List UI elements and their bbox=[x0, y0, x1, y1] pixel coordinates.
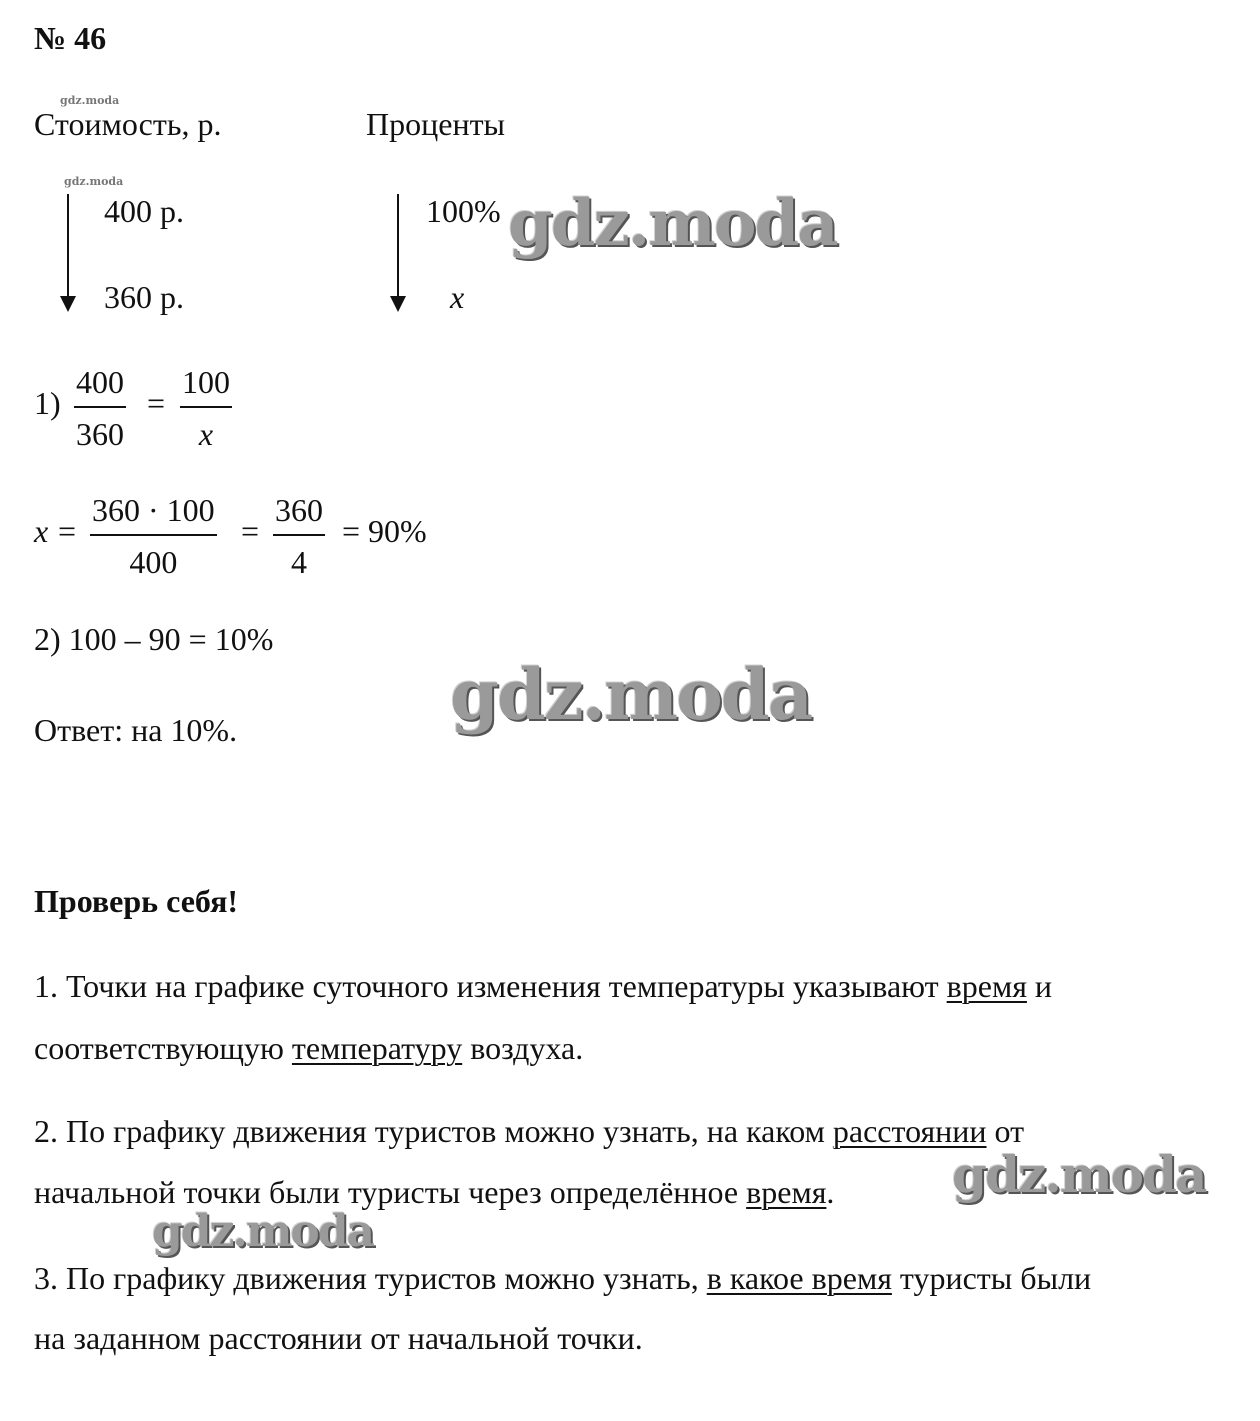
watermark-small: gdz.moda bbox=[60, 94, 120, 107]
problem-title: № 46 bbox=[34, 20, 107, 56]
watermark: gdz.moda bbox=[152, 1206, 374, 1257]
fraction-left bbox=[74, 366, 126, 450]
check-item-2-line-1: 2. По графику движения туристов можно узнать, на каком расстоянии от bbox=[34, 1113, 1025, 1149]
calc-result: = 90% bbox=[342, 513, 427, 549]
step1-label: 1) bbox=[34, 385, 61, 421]
cost-bottom: 360 р. bbox=[104, 279, 184, 315]
check-heading: Проверь себя! bbox=[34, 883, 239, 919]
answer: Ответ: на 10%. bbox=[34, 712, 238, 748]
fraction-right bbox=[180, 366, 232, 450]
arrow-down-icon bbox=[67, 194, 69, 298]
header-cost: Стоимость, р. bbox=[34, 106, 222, 142]
check-item-3-line-2: на заданном расстоянии от начальной точки. bbox=[34, 1320, 643, 1356]
check-item-2-line-2: начальной точки были туристы через определённое время. bbox=[34, 1174, 835, 1210]
header-percent: Проценты bbox=[366, 106, 506, 142]
fraction-denominator: 4 bbox=[291, 543, 307, 580]
fraction-denominator: 400 bbox=[129, 543, 178, 580]
fraction-numerator: 360 bbox=[275, 492, 323, 528]
equals-sign: = bbox=[58, 513, 77, 549]
watermark-small: gdz.moda bbox=[64, 175, 124, 188]
fraction-denominator: x bbox=[198, 415, 214, 452]
fraction-denominator: 360 bbox=[76, 415, 124, 452]
calc-var: x bbox=[34, 513, 49, 549]
percent-top: 100% bbox=[426, 193, 501, 229]
fraction-numerator: 400 bbox=[76, 364, 124, 400]
watermark: gdz.moda bbox=[952, 1145, 1206, 1204]
percent-bottom: x bbox=[450, 279, 465, 315]
equals-sign: = bbox=[241, 513, 260, 549]
answer-underlined: в какое время bbox=[706, 1260, 892, 1296]
check-item-1-line-2: соответствующую температуру воздуха. bbox=[34, 1030, 584, 1066]
step2: 2) 100 – 90 = 10% bbox=[34, 621, 274, 657]
cost-top: 400 р. bbox=[104, 193, 184, 229]
watermark: gdz.moda bbox=[450, 653, 812, 736]
answer-underlined: время bbox=[946, 968, 1027, 1004]
arrow-down-icon bbox=[397, 194, 399, 298]
fraction-numerator: 360 · 100 bbox=[92, 492, 215, 528]
check-item-1-line-1: 1. Точки на графике суточного изменения температуры указывают время и bbox=[34, 968, 1053, 1004]
fraction-numerator: 100 bbox=[182, 364, 230, 400]
fraction-calc-2 bbox=[273, 494, 325, 578]
answer-underlined: время bbox=[746, 1174, 827, 1210]
answer-underlined: расстоянии bbox=[832, 1113, 987, 1149]
equals-sign: = bbox=[147, 385, 166, 421]
fraction-calc-1 bbox=[90, 494, 217, 578]
answer-underlined: температуру bbox=[291, 1030, 463, 1066]
watermark: gdz.moda bbox=[508, 186, 837, 261]
check-item-3-line-1: 3. По графику движения туристов можно узнать, в какое время туристы были bbox=[34, 1260, 1092, 1296]
